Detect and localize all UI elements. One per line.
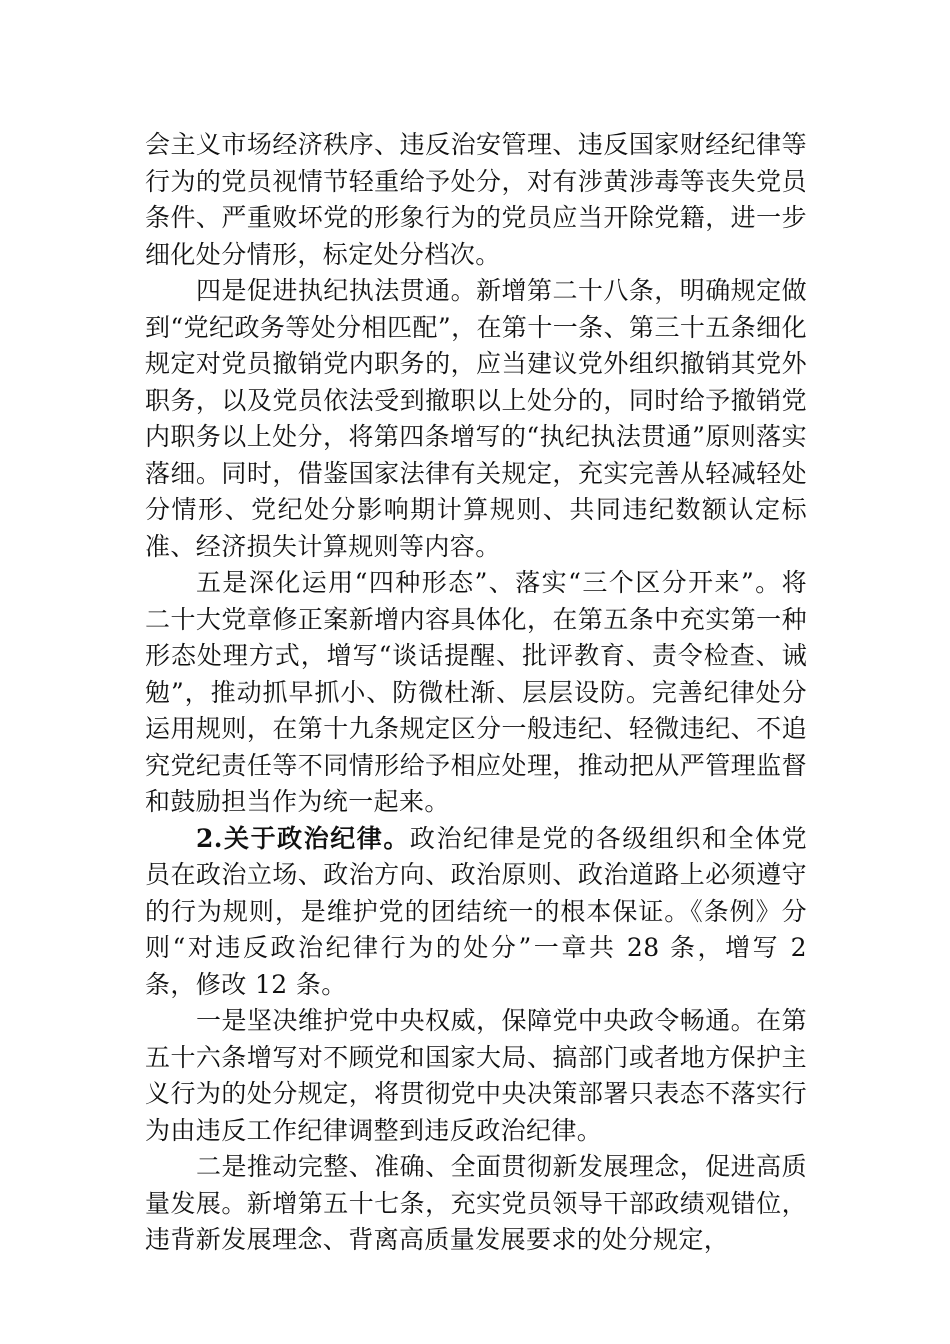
section-heading: 2.关于政治纪律。: [196, 823, 410, 853]
paragraph-text: 五是深化运用“四种形态”、落实“三个区分开来”。将二十大党章修正案新增内容具体化，在第五条中充实第一种形态处理方式，增写“谈话提醒、批评教育、责令检查、诫勉”，推动抓早抓小、防微杜渐、层层设防。完善纪律处分运用规则，在第十九条规定区分一般违纪、轻微违纪、不追究党纪责任等不同情形给予相应处理，推动把从严管理监督和鼓励担当作为统一起来。: [145, 568, 807, 816]
paragraph-point-five: [145, 565, 807, 821]
paragraph-text: 二是推动完整、准确、全面贯彻新发展理念，促进高质量发展。新增第五十七条，充实党员领导干部政绩观错位，违背新发展理念、背离高质量发展要求的处分规定，: [145, 1152, 807, 1254]
paragraph-text: 政治纪律是党的各级组织和全体党员在政治立场、政治方向、政治原则、政治道路上必须遵守的行为规则，是维护党的团结统一的根本保证。《条例》分则“对违反政治纪律行为的处分”一章共 28 条，增写 2 条，修改 12 条。: [145, 823, 807, 999]
paragraph-point-one: [145, 1003, 807, 1149]
paragraph-point-four: [145, 273, 807, 565]
paragraph-point-two: [145, 1149, 807, 1259]
document-body: [145, 127, 807, 1259]
paragraph-political-discipline: [145, 821, 807, 1004]
paragraph-continued: [145, 127, 807, 273]
paragraph-text: 会主义市场经济秩序、违反治安管理、违反国家财经纪律等行为的党员视情节轻重给予处分，对有涉黄涉毒等丧失党员条件、严重败坏党的形象行为的党员应当开除党籍，进一步细化处分情形，标定处分档次。: [145, 130, 807, 269]
paragraph-text: 四是促进执纪执法贯通。新增第二十八条，明确规定做到“党纪政务等处分相匹配”，在第十一条、第三十五条细化规定对党员撤销党内职务的，应当建议党外组织撤销其党外职务，以及党员依法受到撤职以上处分的，同时给予撤销党内职务以上处分，将第四条增写的“执纪执法贯通”原则落实落细。同时，借鉴国家法律有关规定，充实完善从轻减轻处分情形、党纪处分影响期计算规则、共同违纪数额认定标准、经济损失计算规则等内容。: [145, 276, 807, 561]
paragraph-text: 一是坚决维护党中央权威，保障党中央政令畅通。在第五十六条增写对不顾党和国家大局、搞部门或者地方保护主义行为的处分规定，将贯彻党中央决策部署只表态不落实行为由违反工作纪律调整到违反政治纪律。: [145, 1006, 807, 1145]
